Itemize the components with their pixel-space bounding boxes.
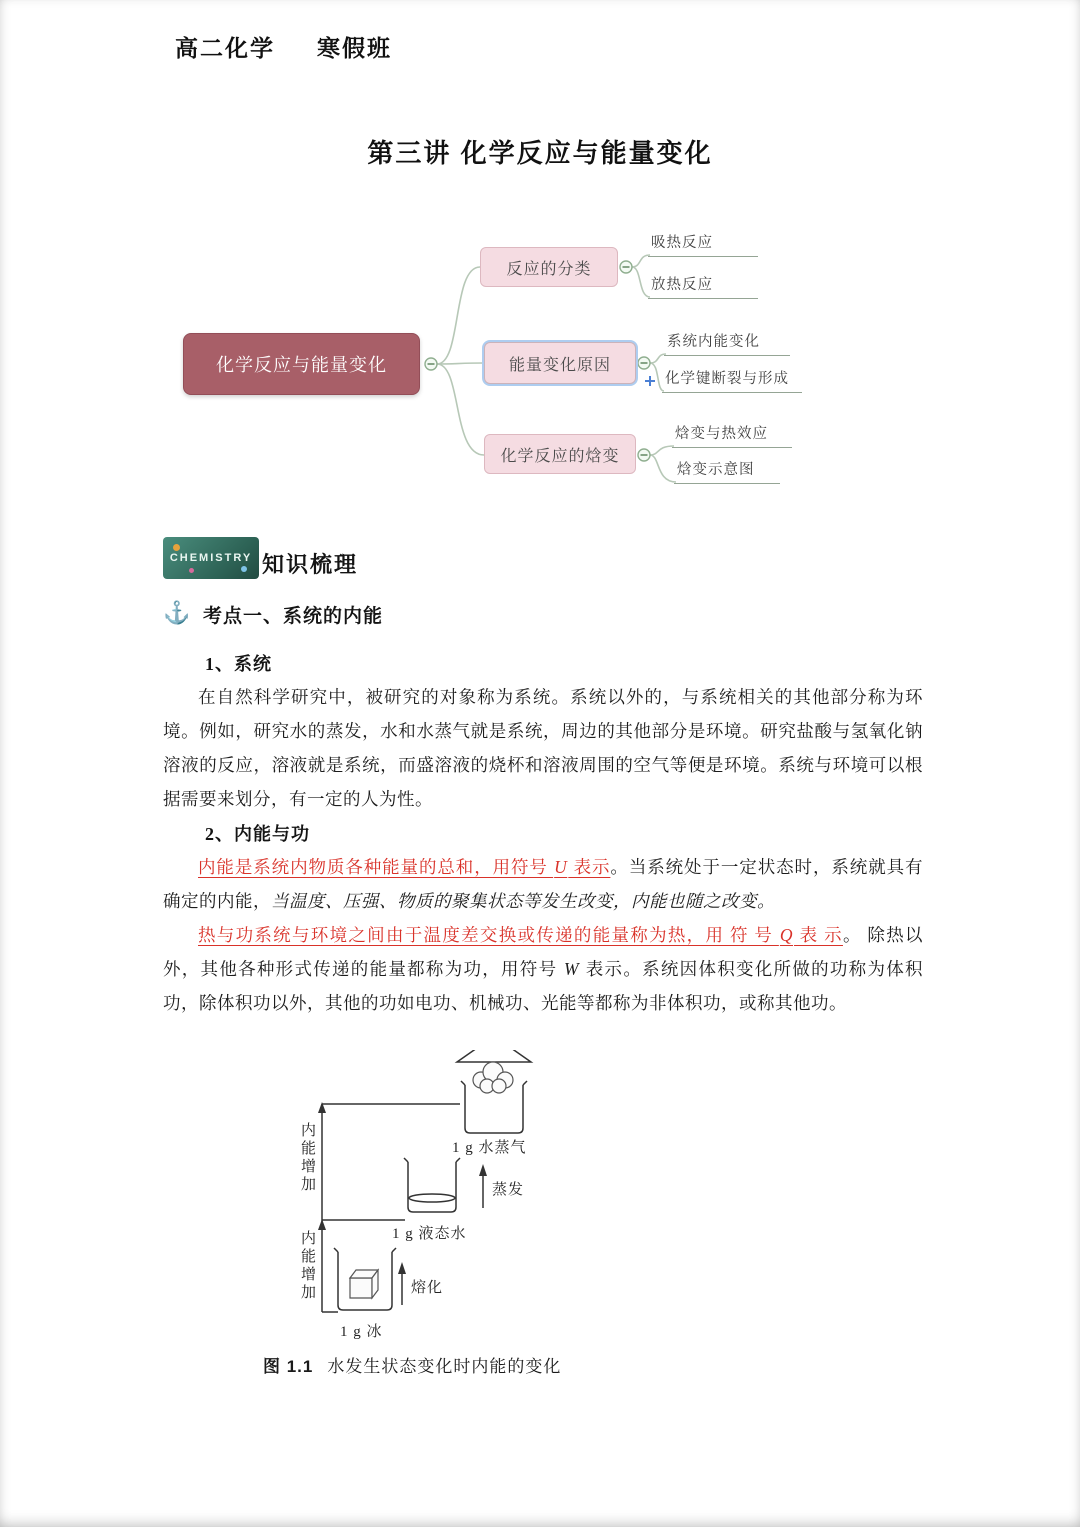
symbol-w: W: [564, 959, 580, 979]
label-melting: 熔化: [411, 1280, 444, 1296]
lesson-title: 第三讲 化学反应与能量变化: [367, 138, 713, 168]
figure-caption: [263, 1352, 561, 1377]
add-child-plus-icon: [645, 376, 655, 386]
logo-dot-icon: [241, 566, 247, 572]
red-underlined-definition: 热与功系统与环境之间由于温度差交换或传递的能量称为热，用 符 号: [198, 925, 779, 945]
axis-label-internal-energy-increase-1: 内能增加: [299, 1122, 315, 1194]
body-text: 表示。系统因体积变化所做的功称为体积功，除体积功以外，其他的功如电功、机械功、光能等都称为非体积功，或称其他功。: [163, 959, 924, 1013]
mindmap-branch-enthalpy-change: 化学反应的焓变: [484, 434, 636, 474]
subheading-internal-energy-work: 2、内能与功: [205, 824, 310, 844]
mindmap-leaf-exothermic: 放热反应: [648, 273, 758, 299]
paragraph-heat-and-work: [163, 918, 923, 1020]
section-title-knowledge: 知识梳理: [262, 552, 359, 577]
vapor-beaker-drawing: [457, 1050, 531, 1133]
liquid-beaker-drawing: [404, 1158, 460, 1212]
mindmap-leaf-bond-break-form: 化学键断裂与形成: [662, 367, 802, 393]
axis-label-internal-energy-increase-2: 内能增加: [299, 1230, 315, 1302]
figure-number: 图 1.1: [263, 1357, 314, 1376]
mindmap-leaf-internal-energy-change: 系统内能变化: [664, 330, 790, 356]
mindmap-leaf-enthalpy-diagram: 焓变示意图: [674, 458, 780, 484]
class-type: 寒假班: [317, 35, 392, 61]
body-text: 。 除热以外，其他各种形式传递的能量都称为功，用符号: [163, 925, 924, 979]
figure-water-state-diagram: [280, 1050, 840, 1365]
body-text: 。当系统处于一定状态时，系统就具有确定的内能，: [163, 857, 924, 911]
red-underlined-definition: 表示: [568, 857, 611, 877]
italic-note: 当温度、压强、物质的聚集状态等发生改变，内能也随之改变。: [271, 891, 775, 911]
label-ice: 1 g 冰: [340, 1324, 383, 1340]
topic1-title: 考点一、系统的内能: [203, 606, 384, 627]
branch2-collapse-toggle-icon: [638, 357, 650, 369]
label-liquid-water: 1 g 液态水: [392, 1226, 467, 1242]
figure-caption-text: 水发生状态变化时内能的变化: [327, 1357, 562, 1376]
page-header: [175, 30, 392, 63]
red-underlined-definition: 表 示: [794, 925, 843, 945]
mindmap-branch-reaction-classification: 反应的分类: [480, 247, 618, 287]
logo-dot-icon: [189, 568, 194, 573]
anchor-icon: ⚓: [163, 600, 191, 625]
subheading-system: 1、系统: [205, 654, 272, 674]
course-name: 高二化学: [175, 35, 275, 61]
paragraph-system: 在自然科学研究中，被研究的对象称为系统。系统以外的，与系统相关的其他部分称为环境。例如，研究水的蒸发，水和水蒸气就是系统，周边的其他部分是环境。研究盐酸与氢氧化钠溶液的反应，溶液就是系统，而盛溶液的烧杯和溶液周围的空气等便是环境。系统与环境可以根据需要来划分，有一定的人为性。: [163, 687, 923, 809]
label-evaporation: 蒸发: [492, 1182, 525, 1198]
logo-text: CHEMISTRY: [169, 552, 253, 564]
chemistry-logo: [163, 537, 259, 579]
root-collapse-toggle-icon: [425, 358, 437, 370]
label-water-vapor: 1 g 水蒸气: [452, 1140, 527, 1156]
red-underlined-definition: 内能是系统内物质各种能量的总和，用符号: [198, 857, 554, 877]
mindmap-leaf-enthalpy-heat-effect: 焓变与热效应: [672, 422, 792, 448]
branch3-collapse-toggle-icon: [638, 449, 650, 461]
branch1-collapse-toggle-icon: [620, 261, 632, 273]
melting-arrow: [398, 1262, 406, 1305]
mindmap-branch-energy-change-cause: 能量变化原因: [484, 342, 636, 384]
symbol-q: Q: [779, 925, 794, 945]
symbol-u: U: [554, 857, 568, 877]
ice-beaker-drawing: [334, 1248, 396, 1310]
evaporation-arrow: [479, 1164, 487, 1208]
paragraph-internal-energy: [163, 850, 923, 918]
logo-dot-icon: [173, 544, 180, 551]
mindmap-leaf-endothermic: 吸热反应: [648, 231, 758, 257]
mindmap-root-node: 化学反应与能量变化: [183, 333, 420, 395]
